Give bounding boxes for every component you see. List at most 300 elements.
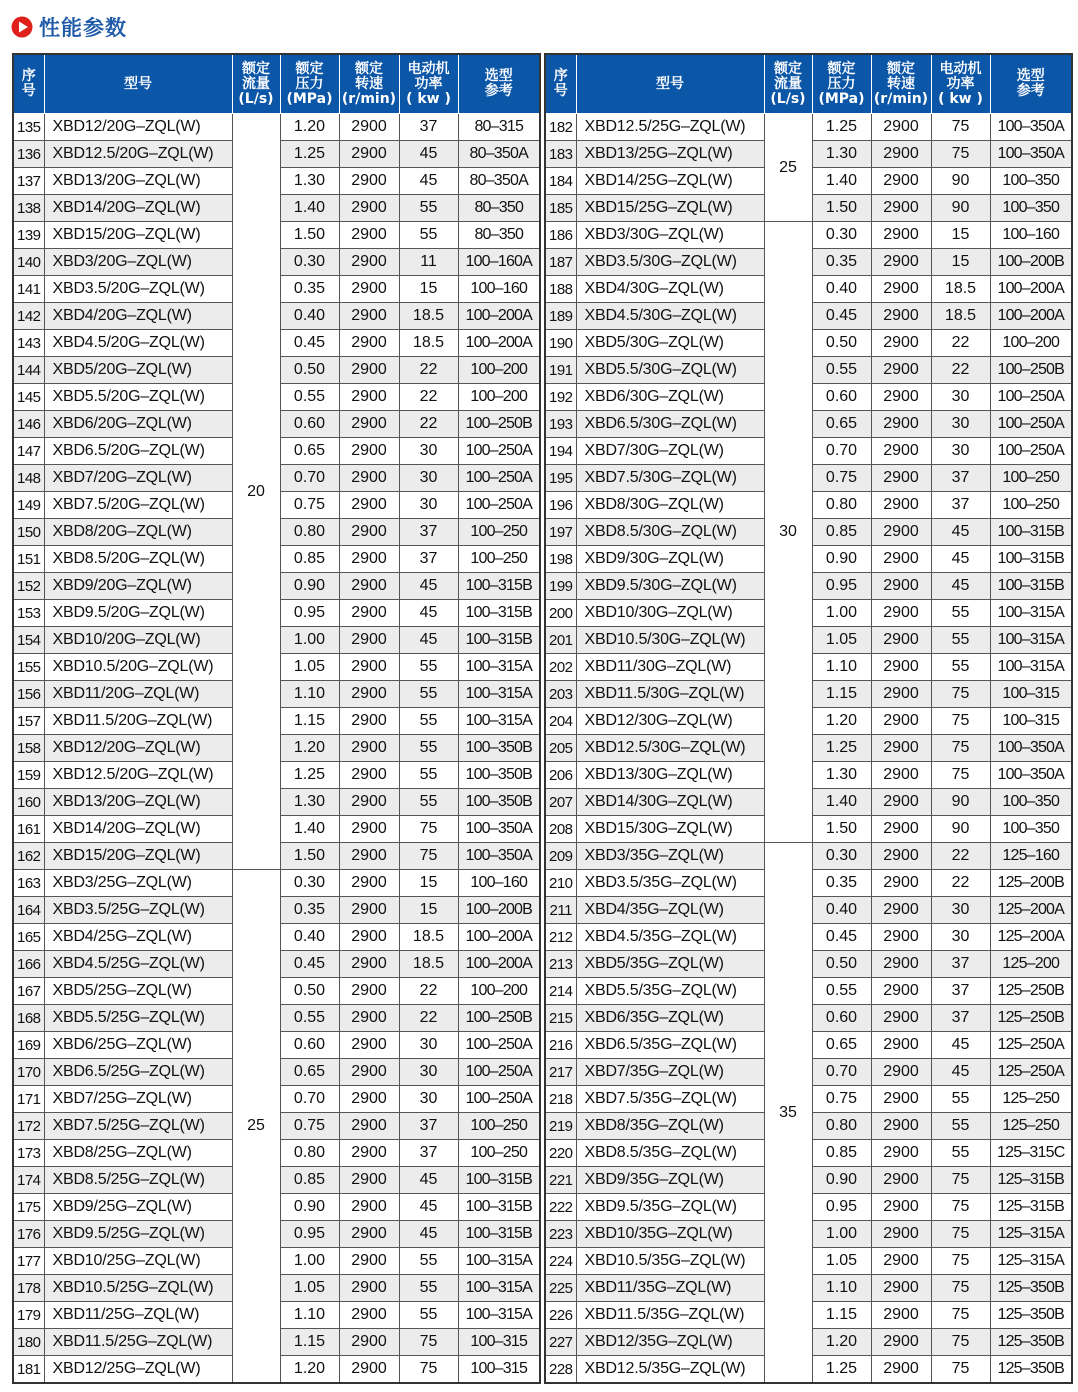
speed-cell: 2900 — [339, 978, 399, 1005]
header-seq: 序 号 — [13, 54, 44, 114]
seq-cell: 200 — [545, 600, 576, 627]
header-reference: 选型 参考 — [990, 54, 1072, 114]
model-cell: XBD4.5/25G–ZQL(W) — [44, 951, 232, 978]
model-cell: XBD6.5/35G–ZQL(W) — [576, 1032, 764, 1059]
speed-cell: 2900 — [871, 303, 931, 330]
speed-cell: 2900 — [871, 897, 931, 924]
speed-cell: 2900 — [339, 1086, 399, 1113]
power-cell: 15 — [931, 249, 990, 276]
header-row — [545, 54, 1072, 114]
speed-cell: 2900 — [339, 465, 399, 492]
pressure-cell: 0.75 — [280, 492, 339, 519]
ref-cell: 100–250B — [990, 357, 1072, 384]
ref-cell: 100–160A — [458, 249, 540, 276]
pressure-cell: 0.45 — [280, 330, 339, 357]
power-cell: 22 — [399, 411, 458, 438]
pressure-cell: 0.35 — [812, 870, 871, 897]
ref-cell: 100–315B — [990, 573, 1072, 600]
ref-cell: 80–350A — [458, 141, 540, 168]
pressure-cell: 0.55 — [280, 384, 339, 411]
ref-cell: 125–200A — [990, 924, 1072, 951]
flow-value: 25 — [232, 870, 280, 1384]
seq-cell: 224 — [545, 1248, 576, 1275]
model-cell: XBD14/20G–ZQL(W) — [44, 195, 232, 222]
model-cell: XBD3/35G–ZQL(W) — [576, 843, 764, 870]
seq-cell: 161 — [13, 816, 44, 843]
pressure-cell: 1.40 — [280, 816, 339, 843]
model-cell: XBD6/35G–ZQL(W) — [576, 1005, 764, 1032]
speed-cell: 2900 — [871, 1275, 931, 1302]
seq-cell: 223 — [545, 1221, 576, 1248]
speed-cell: 2900 — [339, 276, 399, 303]
ref-cell: 100–315B — [458, 1167, 540, 1194]
pressure-cell: 1.05 — [812, 1248, 871, 1275]
speed-cell: 2900 — [339, 114, 399, 141]
seq-cell: 221 — [545, 1167, 576, 1194]
model-cell: XBD5/30G–ZQL(W) — [576, 330, 764, 357]
seq-cell: 181 — [13, 1356, 44, 1384]
speed-cell: 2900 — [871, 222, 931, 249]
play-circle-icon — [11, 16, 33, 38]
pressure-cell: 1.30 — [812, 762, 871, 789]
model-cell: XBD12/25G–ZQL(W) — [44, 1356, 232, 1384]
seq-cell: 192 — [545, 384, 576, 411]
pressure-cell: 1.40 — [812, 168, 871, 195]
seq-cell: 203 — [545, 681, 576, 708]
speed-cell: 2900 — [871, 816, 931, 843]
speed-cell: 2900 — [339, 924, 399, 951]
seq-cell: 178 — [13, 1275, 44, 1302]
seq-cell: 211 — [545, 897, 576, 924]
seq-cell: 164 — [13, 897, 44, 924]
speed-cell: 2900 — [339, 1005, 399, 1032]
power-cell: 45 — [399, 627, 458, 654]
model-cell: XBD4/20G–ZQL(W) — [44, 303, 232, 330]
pressure-cell: 1.40 — [812, 789, 871, 816]
speed-cell: 2900 — [871, 600, 931, 627]
ref-cell: 100–350A — [458, 843, 540, 870]
pressure-cell: 0.50 — [280, 357, 339, 384]
speed-cell: 2900 — [339, 843, 399, 870]
seq-cell: 145 — [13, 384, 44, 411]
power-cell: 18.5 — [931, 276, 990, 303]
ref-cell: 100–350A — [458, 816, 540, 843]
speed-cell: 2900 — [871, 1167, 931, 1194]
speed-cell: 2900 — [339, 303, 399, 330]
pressure-cell: 1.20 — [280, 114, 339, 141]
power-cell: 30 — [931, 924, 990, 951]
ref-cell: 100–315B — [458, 1221, 540, 1248]
pressure-cell: 0.95 — [280, 1221, 339, 1248]
ref-cell: 100–350A — [990, 762, 1072, 789]
ref-cell: 100–200B — [990, 249, 1072, 276]
speed-cell: 2900 — [871, 114, 931, 141]
ref-cell: 100–250A — [458, 1032, 540, 1059]
pressure-cell: 0.80 — [812, 1113, 871, 1140]
seq-cell: 170 — [13, 1059, 44, 1086]
power-cell: 45 — [931, 573, 990, 600]
ref-cell: 125–250 — [990, 1113, 1072, 1140]
seq-cell: 150 — [13, 519, 44, 546]
ref-cell: 125–350B — [990, 1275, 1072, 1302]
ref-cell: 100–200A — [458, 924, 540, 951]
seq-cell: 159 — [13, 762, 44, 789]
speed-cell: 2900 — [871, 1194, 931, 1221]
model-cell: XBD7/20G–ZQL(W) — [44, 465, 232, 492]
model-cell: XBD4/25G–ZQL(W) — [44, 924, 232, 951]
pressure-cell: 0.45 — [812, 924, 871, 951]
ref-cell: 100–350B — [458, 789, 540, 816]
model-cell: XBD6.5/30G–ZQL(W) — [576, 411, 764, 438]
pressure-cell: 1.10 — [280, 681, 339, 708]
ref-cell: 100–350A — [990, 141, 1072, 168]
power-cell: 55 — [399, 195, 458, 222]
model-cell: XBD3/20G–ZQL(W) — [44, 249, 232, 276]
ref-cell: 125–200A — [990, 897, 1072, 924]
speed-cell: 2900 — [871, 357, 931, 384]
model-cell: XBD12.5/35G–ZQL(W) — [576, 1356, 764, 1384]
model-cell: XBD3.5/20G–ZQL(W) — [44, 276, 232, 303]
pressure-cell: 1.25 — [812, 1356, 871, 1384]
pressure-cell: 0.75 — [280, 1113, 339, 1140]
header-speed: 额定 转速 (r/min) — [339, 54, 399, 114]
model-cell: XBD15/20G–ZQL(W) — [44, 222, 232, 249]
speed-cell: 2900 — [871, 492, 931, 519]
model-cell: XBD12.5/20G–ZQL(W) — [44, 762, 232, 789]
model-cell: XBD10.5/25G–ZQL(W) — [44, 1275, 232, 1302]
pressure-cell: 0.30 — [812, 222, 871, 249]
speed-cell: 2900 — [339, 249, 399, 276]
speed-cell: 2900 — [871, 168, 931, 195]
pressure-cell: 0.90 — [280, 573, 339, 600]
power-cell: 55 — [399, 681, 458, 708]
ref-cell: 100–160 — [458, 870, 540, 897]
speed-cell: 2900 — [339, 438, 399, 465]
ref-cell: 100–250 — [458, 1113, 540, 1140]
pressure-cell: 1.00 — [812, 600, 871, 627]
power-cell: 75 — [399, 1329, 458, 1356]
ref-cell: 125–250 — [990, 1086, 1072, 1113]
power-cell: 45 — [931, 1059, 990, 1086]
seq-cell: 210 — [545, 870, 576, 897]
model-cell: XBD6/30G–ZQL(W) — [576, 384, 764, 411]
seq-cell: 215 — [545, 1005, 576, 1032]
power-cell: 55 — [399, 654, 458, 681]
seq-cell: 222 — [545, 1194, 576, 1221]
header-model: 型号 — [44, 54, 232, 114]
ref-cell: 100–315A — [458, 1275, 540, 1302]
pressure-cell: 0.65 — [812, 1032, 871, 1059]
power-cell: 15 — [399, 870, 458, 897]
power-cell: 37 — [931, 492, 990, 519]
pressure-cell: 0.95 — [812, 573, 871, 600]
speed-cell: 2900 — [339, 168, 399, 195]
seq-cell: 184 — [545, 168, 576, 195]
speed-cell: 2900 — [339, 357, 399, 384]
header-flow: 额定 流量 (L/s) — [764, 54, 812, 114]
model-cell: XBD14/30G–ZQL(W) — [576, 789, 764, 816]
pressure-cell: 0.60 — [280, 411, 339, 438]
pressure-cell: 1.00 — [812, 1221, 871, 1248]
seq-cell: 209 — [545, 843, 576, 870]
pressure-cell: 1.25 — [812, 114, 871, 141]
seq-cell: 169 — [13, 1032, 44, 1059]
model-cell: XBD10/30G–ZQL(W) — [576, 600, 764, 627]
power-cell: 37 — [399, 1113, 458, 1140]
power-cell: 37 — [931, 978, 990, 1005]
speed-cell: 2900 — [339, 789, 399, 816]
seq-cell: 183 — [545, 141, 576, 168]
speed-cell: 2900 — [871, 249, 931, 276]
ref-cell: 100–200B — [458, 897, 540, 924]
speed-cell: 2900 — [339, 573, 399, 600]
seq-cell: 205 — [545, 735, 576, 762]
speed-cell: 2900 — [871, 1086, 931, 1113]
model-cell: XBD8.5/35G–ZQL(W) — [576, 1140, 764, 1167]
speed-cell: 2900 — [339, 492, 399, 519]
seq-cell: 165 — [13, 924, 44, 951]
model-cell: XBD10.5/30G–ZQL(W) — [576, 627, 764, 654]
pressure-cell: 1.30 — [280, 168, 339, 195]
model-cell: XBD9/20G–ZQL(W) — [44, 573, 232, 600]
pressure-cell: 0.50 — [812, 330, 871, 357]
power-cell: 45 — [931, 519, 990, 546]
header-speed: 额定 转速 (r/min) — [871, 54, 931, 114]
speed-cell: 2900 — [871, 735, 931, 762]
seq-cell: 157 — [13, 708, 44, 735]
power-cell: 30 — [399, 1059, 458, 1086]
ref-cell: 100–315B — [458, 600, 540, 627]
power-cell: 55 — [931, 627, 990, 654]
header-row — [13, 54, 540, 114]
pressure-cell: 0.70 — [812, 438, 871, 465]
power-cell: 75 — [931, 708, 990, 735]
power-cell: 75 — [931, 1248, 990, 1275]
power-cell: 45 — [399, 141, 458, 168]
model-cell: XBD5.5/30G–ZQL(W) — [576, 357, 764, 384]
ref-cell: 100–200 — [990, 330, 1072, 357]
pressure-cell: 0.50 — [812, 951, 871, 978]
table-row — [13, 114, 540, 141]
model-cell: XBD9/35G–ZQL(W) — [576, 1167, 764, 1194]
seq-cell: 154 — [13, 627, 44, 654]
power-cell: 75 — [931, 141, 990, 168]
model-cell: XBD6.5/20G–ZQL(W) — [44, 438, 232, 465]
seq-cell: 151 — [13, 546, 44, 573]
model-cell: XBD3/25G–ZQL(W) — [44, 870, 232, 897]
flow-value: 20 — [232, 114, 280, 870]
model-cell: XBD12/20G–ZQL(W) — [44, 735, 232, 762]
power-cell: 30 — [399, 1086, 458, 1113]
model-cell: XBD8/35G–ZQL(W) — [576, 1113, 764, 1140]
pressure-cell: 1.30 — [812, 141, 871, 168]
power-cell: 22 — [399, 1005, 458, 1032]
speed-cell: 2900 — [871, 1356, 931, 1384]
ref-cell: 100–200 — [458, 978, 540, 1005]
pressure-cell: 1.25 — [280, 141, 339, 168]
seq-cell: 152 — [13, 573, 44, 600]
pressure-cell: 1.15 — [280, 1329, 339, 1356]
model-cell: XBD8/30G–ZQL(W) — [576, 492, 764, 519]
model-cell: XBD13/20G–ZQL(W) — [44, 789, 232, 816]
speed-cell: 2900 — [871, 330, 931, 357]
power-cell: 55 — [399, 1248, 458, 1275]
seq-cell: 227 — [545, 1329, 576, 1356]
speed-cell: 2900 — [339, 1248, 399, 1275]
seq-cell: 195 — [545, 465, 576, 492]
power-cell: 18.5 — [399, 330, 458, 357]
speed-cell: 2900 — [871, 627, 931, 654]
seq-cell: 198 — [545, 546, 576, 573]
model-cell: XBD6.5/25G–ZQL(W) — [44, 1059, 232, 1086]
seq-cell: 225 — [545, 1275, 576, 1302]
pressure-cell: 1.15 — [280, 708, 339, 735]
ref-cell: 125–250B — [990, 978, 1072, 1005]
speed-cell: 2900 — [871, 762, 931, 789]
section-title — [11, 12, 127, 42]
model-cell: XBD10/20G–ZQL(W) — [44, 627, 232, 654]
model-cell: XBD11.5/30G–ZQL(W) — [576, 681, 764, 708]
power-cell: 75 — [931, 735, 990, 762]
speed-cell: 2900 — [339, 141, 399, 168]
speed-cell: 2900 — [871, 438, 931, 465]
model-cell: XBD4/30G–ZQL(W) — [576, 276, 764, 303]
seq-cell: 190 — [545, 330, 576, 357]
seq-cell: 137 — [13, 168, 44, 195]
ref-cell: 100–350 — [990, 789, 1072, 816]
seq-cell: 201 — [545, 627, 576, 654]
seq-cell: 206 — [545, 762, 576, 789]
seq-cell: 196 — [545, 492, 576, 519]
model-cell: XBD3.5/30G–ZQL(W) — [576, 249, 764, 276]
seq-cell: 213 — [545, 951, 576, 978]
pressure-cell: 0.65 — [280, 438, 339, 465]
pressure-cell: 0.95 — [280, 600, 339, 627]
power-cell: 37 — [399, 546, 458, 573]
seq-cell: 189 — [545, 303, 576, 330]
power-cell: 37 — [399, 1140, 458, 1167]
ref-cell: 100–315B — [458, 1194, 540, 1221]
seq-cell: 228 — [545, 1356, 576, 1384]
ref-cell: 80–350 — [458, 195, 540, 222]
power-cell: 37 — [931, 951, 990, 978]
power-cell: 55 — [399, 222, 458, 249]
seq-cell: 185 — [545, 195, 576, 222]
speed-cell: 2900 — [339, 870, 399, 897]
model-cell: XBD3.5/35G–ZQL(W) — [576, 870, 764, 897]
ref-cell: 100–315A — [458, 1302, 540, 1329]
power-cell: 30 — [399, 438, 458, 465]
ref-cell: 100–250A — [990, 384, 1072, 411]
model-cell: XBD11/25G–ZQL(W) — [44, 1302, 232, 1329]
power-cell: 37 — [399, 114, 458, 141]
speed-cell: 2900 — [871, 465, 931, 492]
header-reference: 选型 参考 — [458, 54, 540, 114]
ref-cell: 100–250A — [458, 438, 540, 465]
seq-cell: 217 — [545, 1059, 576, 1086]
speed-cell: 2900 — [871, 1005, 931, 1032]
power-cell: 75 — [931, 1194, 990, 1221]
model-cell: XBD10/35G–ZQL(W) — [576, 1221, 764, 1248]
model-cell: XBD7/35G–ZQL(W) — [576, 1059, 764, 1086]
pressure-cell: 0.85 — [812, 519, 871, 546]
power-cell: 15 — [399, 897, 458, 924]
pressure-cell: 0.85 — [812, 1140, 871, 1167]
model-cell: XBD5.5/20G–ZQL(W) — [44, 384, 232, 411]
pressure-cell: 0.50 — [280, 978, 339, 1005]
power-cell: 55 — [399, 1302, 458, 1329]
seq-cell: 220 — [545, 1140, 576, 1167]
speed-cell: 2900 — [871, 573, 931, 600]
pressure-cell: 1.30 — [280, 789, 339, 816]
ref-cell: 100–315A — [458, 681, 540, 708]
model-cell: XBD12.5/25G–ZQL(W) — [576, 114, 764, 141]
speed-cell: 2900 — [339, 654, 399, 681]
speed-cell: 2900 — [339, 1032, 399, 1059]
model-cell: XBD12.5/20G–ZQL(W) — [44, 141, 232, 168]
speed-cell: 2900 — [871, 1140, 931, 1167]
pressure-cell: 1.10 — [812, 1275, 871, 1302]
header-power: 电动机 功率 ( kw ) — [399, 54, 458, 114]
ref-cell: 100–200 — [458, 384, 540, 411]
power-cell: 75 — [399, 816, 458, 843]
model-cell: XBD5.5/35G–ZQL(W) — [576, 978, 764, 1005]
seq-cell: 140 — [13, 249, 44, 276]
model-cell: XBD15/20G–ZQL(W) — [44, 843, 232, 870]
model-cell: XBD11.5/25G–ZQL(W) — [44, 1329, 232, 1356]
ref-cell: 100–315A — [458, 1248, 540, 1275]
seq-cell: 187 — [545, 249, 576, 276]
model-cell: XBD14/20G–ZQL(W) — [44, 816, 232, 843]
seq-cell: 143 — [13, 330, 44, 357]
power-cell: 15 — [399, 276, 458, 303]
speed-cell: 2900 — [871, 951, 931, 978]
power-cell: 75 — [399, 843, 458, 870]
power-cell: 11 — [399, 249, 458, 276]
model-cell: XBD5.5/25G–ZQL(W) — [44, 1005, 232, 1032]
speed-cell: 2900 — [339, 1275, 399, 1302]
header-pressure: 额定 压力 (MPa) — [280, 54, 339, 114]
pressure-cell: 0.35 — [812, 249, 871, 276]
seq-cell: 176 — [13, 1221, 44, 1248]
speed-cell: 2900 — [871, 978, 931, 1005]
speed-cell: 2900 — [339, 1302, 399, 1329]
speed-cell: 2900 — [339, 627, 399, 654]
pressure-cell: 0.70 — [812, 1059, 871, 1086]
speed-cell: 2900 — [871, 843, 931, 870]
seq-cell: 144 — [13, 357, 44, 384]
seq-cell: 199 — [545, 573, 576, 600]
speed-cell: 2900 — [871, 1329, 931, 1356]
seq-cell: 148 — [13, 465, 44, 492]
speed-cell: 2900 — [339, 735, 399, 762]
flow-value: 30 — [764, 222, 812, 843]
seq-cell: 186 — [545, 222, 576, 249]
table-row — [545, 114, 1072, 141]
power-cell: 55 — [399, 762, 458, 789]
ref-cell: 125–315A — [990, 1248, 1072, 1275]
seq-cell: 202 — [545, 654, 576, 681]
speed-cell: 2900 — [339, 222, 399, 249]
table-row — [13, 870, 540, 897]
seq-cell: 139 — [13, 222, 44, 249]
ref-cell: 125–250B — [990, 1005, 1072, 1032]
model-cell: XBD7.5/35G–ZQL(W) — [576, 1086, 764, 1113]
model-cell: XBD13/30G–ZQL(W) — [576, 762, 764, 789]
seq-cell: 175 — [13, 1194, 44, 1221]
seq-cell: 226 — [545, 1302, 576, 1329]
ref-cell: 100–250A — [458, 465, 540, 492]
